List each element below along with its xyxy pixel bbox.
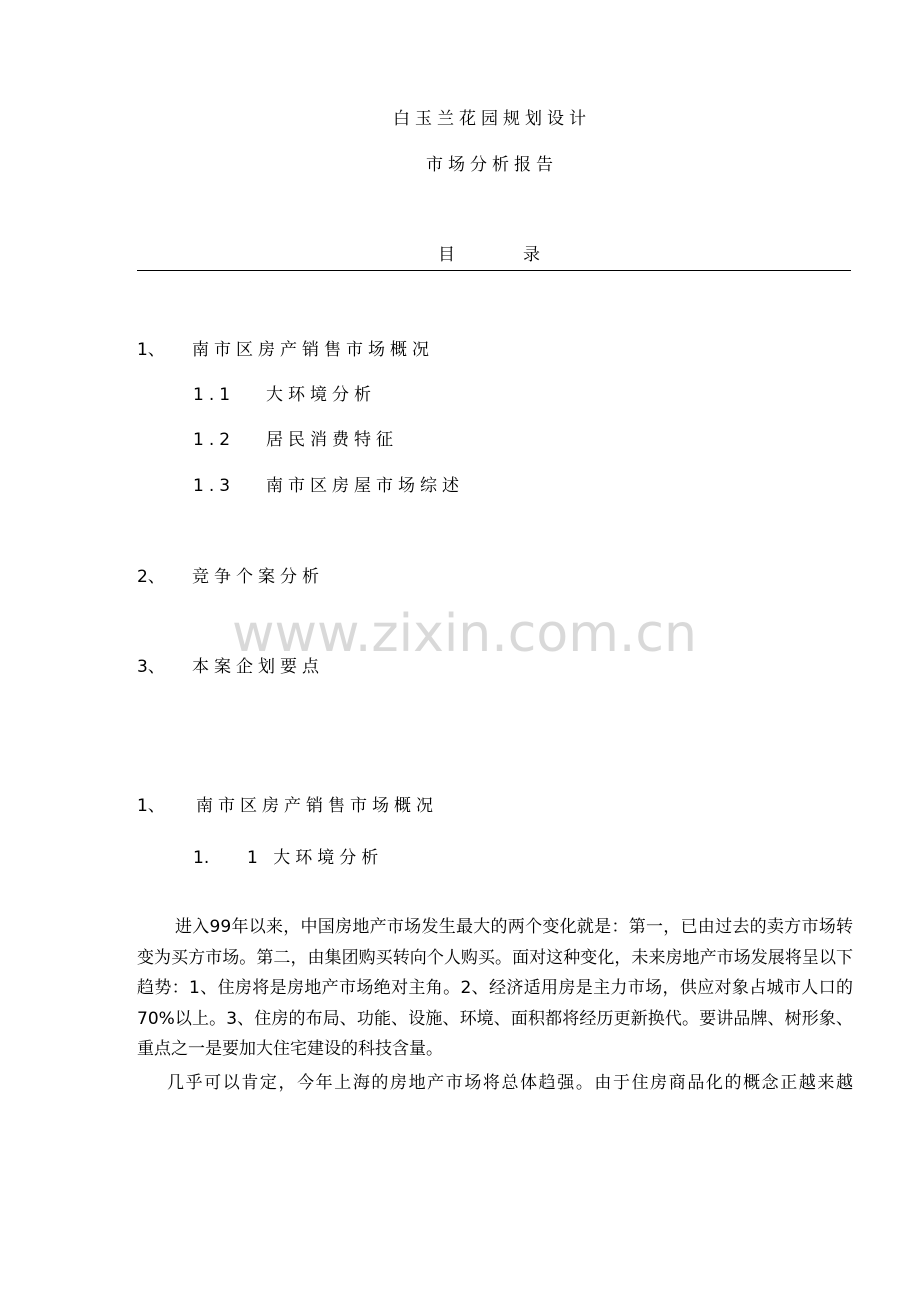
toc-item-label: 居民消费特征 <box>266 430 398 450</box>
toc-heading-part1: 目 <box>438 245 455 265</box>
subsection-number: 1. <box>193 848 210 868</box>
document-subtitle: 市场分析报告 <box>426 155 558 175</box>
toc-item-label: 南市区房产销售市场概况 <box>192 340 434 360</box>
toc-item-1-2[interactable] <box>193 425 398 450</box>
toc-item-number: 1.3 <box>193 476 236 496</box>
toc-item-label: 南市区房屋市场综述 <box>266 476 464 496</box>
toc-item-label: 竞争个案分析 <box>192 567 324 587</box>
toc-item-number: 3、 <box>137 657 165 677</box>
toc-item-number: 1、 <box>137 340 165 360</box>
toc-item-label: 大环境分析 <box>266 385 376 405</box>
toc-heading <box>438 240 540 265</box>
toc-item-label: 本案企划要点 <box>192 657 324 677</box>
subsection-title: 1 大环境分析 <box>247 848 384 868</box>
toc-item-1-3[interactable] <box>193 471 464 496</box>
subsection-heading <box>193 843 383 868</box>
toc-item-1-1[interactable] <box>193 380 376 405</box>
paragraph-1: 进入99年以来，中国房地产市场发生最大的两个变化就是：第一，已由过去的卖方市场转变为买方市场。第二，由集团购买转向个人购买。面对这种变化，未来房地产市场发展将呈以下趋势：1、住房将是房地产市场绝对主角。2、经济适用房是主力市场，供应对象占城市人口的70%以上。3、住房的布局、功能、设施、环境、面积都将经历更新换代。要讲品牌、树形象、重点之一是要加大住宅建设的科技含量。 <box>137 917 853 1059</box>
document-title: 白玉兰花园规划设计 <box>393 109 591 129</box>
body-text <box>137 912 853 1098</box>
toc-item-number: 1.1 <box>193 385 236 405</box>
section-number: 1、 <box>137 796 165 816</box>
watermark: www.zixin.com.cn <box>232 604 697 664</box>
paragraph-2: 几乎可以肯定，今年上海的房地产市场将总体趋强。由于住房商品化的概念正越来越 <box>167 1072 853 1093</box>
toc-item-number: 2、 <box>137 567 165 587</box>
toc-item-1[interactable] <box>137 335 434 360</box>
toc-item-2[interactable] <box>137 562 324 587</box>
toc-divider <box>137 270 851 271</box>
section-title: 南市区房产销售市场概况 <box>196 796 438 816</box>
toc-heading-part2: 录 <box>523 245 540 265</box>
section-heading <box>137 791 438 816</box>
toc-item-number: 1.2 <box>193 430 236 450</box>
